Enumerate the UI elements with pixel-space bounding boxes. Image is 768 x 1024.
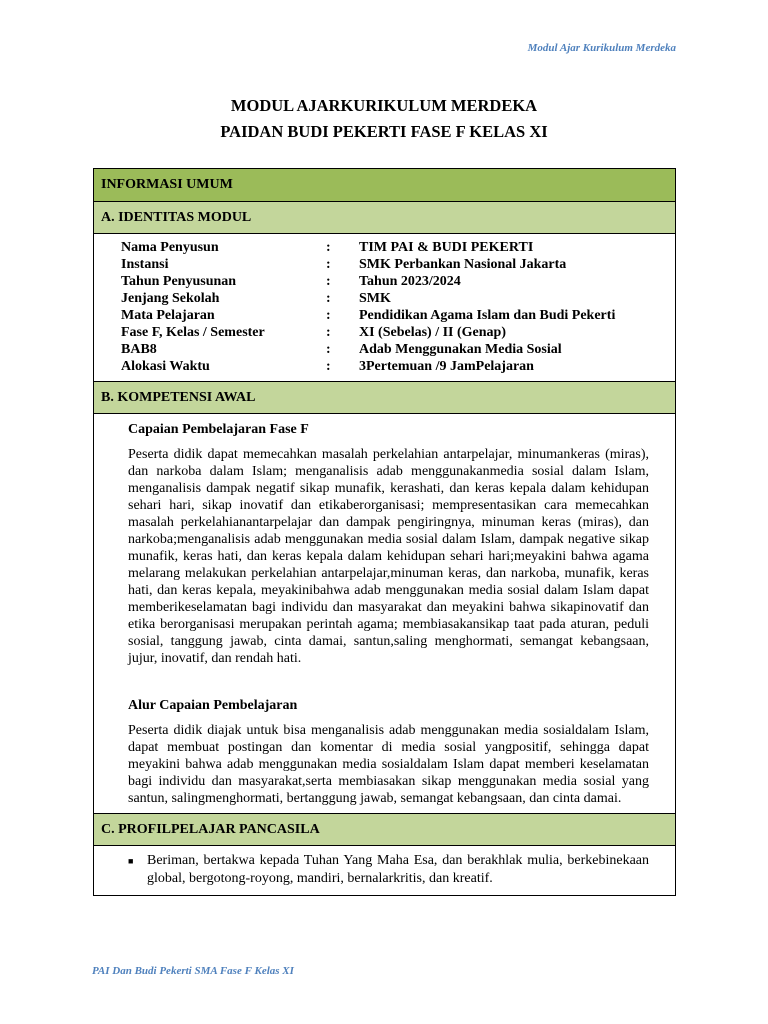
- identitas-value: XI (Sebelas) / II (Genap): [359, 325, 507, 340]
- capaian-paragraph: Peserta didik dapat memecahkan masalah perkelahian antarpelajar, minumankeras (miras), dan narkoba dalam Islam; menganalisis adab menggunakanmedia sosial dalam Islam, menganalisis dampak negatif sikap munafik, kerashati, dan keras kepala dalam kehidupan sehari hari, sikap inovatif dan etikaberorganisasi; mempresentasikan cara memecahkan masalah perkelahianantarpelajar dan dampak pengiringnya, minuman keras (miras), dan narkoba;menganalisis adab menggunakan media sosial dalam Islam, dampak negative sikap munafik, keras hati, dan keras kepala dalam kehidupan sehari hari;meyakini bahwa agama melarang melakukan perkelahian antarpelajar,minuman keras, dan narkoba, munafik, keras hati, dan keras kepala, meyakinibahwa adab menggunakan media sosial dalam Islam dapat memberikeselamatan bagi individu dan masyarakat dan meyakini bahwa sikapinovatif dan etika berorganisasi merupakan perintah agama; membiasakansikap taat pada aturan, peduli sosial, tanggung jawab, cinta damai, santun,saling menghormati, semangat kebangsaan, jujur, inovatif, dan rendah hati.: [128, 447, 649, 666]
- page-header-note: Modul Ajar Kurikulum Merdeka: [527, 42, 676, 54]
- section-identitas-modul: A. IDENTITAS MODUL: [94, 202, 675, 234]
- alur-paragraph: Peserta didik diajak untuk bisa menganalisis adab menggunakan media sosialdalam Islam, dapat membuat postingan dan komentar di media sosial yangpositif, sehingga dapat meyakini bahwa adab menggunakan media sosialdalam Islam dapat memberi keselamatan bagi individu dan masyarakat,serta membiasakan sikap menggunakan media sosial yang santun, salingmenghormati, bertanggung jawab, semangat kebangsaan, dan cinta damai.: [128, 723, 649, 806]
- identitas-value: Tahun 2023/2024: [359, 274, 461, 289]
- identitas-colon: :: [326, 308, 331, 323]
- section-profil-pelajar: C. PROFILPELAJAR PANCASILA: [94, 814, 675, 846]
- alur-title: Alur Capaian Pembelajaran: [128, 698, 298, 713]
- identitas-block: [94, 234, 675, 382]
- identitas-list: [94, 234, 675, 381]
- identitas-value: Pendidikan Agama Islam dan Budi Pekerti: [359, 308, 616, 323]
- section-kompetensi-awal: B. KOMPETENSI AWAL: [94, 382, 675, 414]
- identitas-row: [121, 358, 675, 375]
- identitas-label: BAB8: [121, 342, 157, 357]
- identitas-row: [121, 239, 675, 256]
- identitas-value: SMK Perbankan Nasional Jakarta: [359, 257, 567, 272]
- identitas-colon: :: [326, 274, 331, 289]
- kompetensi-block: [94, 414, 675, 814]
- module-info-table: [93, 168, 676, 896]
- section-informasi-umum: INFORMASI UMUM: [94, 169, 675, 202]
- identitas-colon: :: [326, 240, 331, 255]
- identitas-colon: :: [326, 359, 331, 374]
- identitas-label: Jenjang Sekolah: [121, 291, 220, 306]
- profil-item: [128, 852, 649, 888]
- identitas-value: 3Pertemuan /9 JamPelajaran: [359, 359, 534, 374]
- identitas-label: Fase F, Kelas / Semester: [121, 325, 265, 340]
- title-line-2: PAIDAN BUDI PEKERTI FASE F KELAS XI: [220, 122, 548, 141]
- identitas-row: [121, 341, 675, 358]
- identitas-colon: :: [326, 291, 331, 306]
- identitas-row: [121, 324, 675, 341]
- identitas-row: [121, 256, 675, 273]
- identitas-label: Mata Pelajaran: [121, 308, 215, 323]
- profil-block: [94, 846, 675, 895]
- identitas-value: SMK: [359, 291, 391, 306]
- identitas-label: Nama Penyusun: [121, 240, 219, 255]
- identitas-row: [121, 273, 675, 290]
- identitas-colon: :: [326, 325, 331, 340]
- identitas-label: Tahun Penyusunan: [121, 274, 237, 289]
- title-line-1: MODUL AJARKURIKULUM MERDEKA: [230, 96, 538, 115]
- page-footer-note: PAI Dan Budi Pekerti SMA Fase F Kelas XI: [92, 965, 294, 977]
- identitas-colon: :: [326, 257, 331, 272]
- identitas-value: Adab Menggunakan Media Sosial: [359, 342, 562, 357]
- identitas-label: Instansi: [121, 257, 169, 272]
- identitas-row: [121, 307, 675, 324]
- capaian-title: Capaian Pembelajaran Fase F: [128, 422, 309, 437]
- identitas-colon: :: [326, 342, 331, 357]
- profil-item-text: Beriman, bertakwa kepada Tuhan Yang Maha Esa, dan berakhlak mulia, berkebinekaan global, bergotong-royong, mandiri, bernalarkritis, dan kreatif.: [147, 853, 649, 886]
- document-title: [0, 93, 768, 145]
- identitas-value: TIM PAI & BUDI PEKERTI: [359, 240, 534, 255]
- identitas-label: Alokasi Waktu: [121, 359, 210, 374]
- identitas-row: [121, 290, 675, 307]
- bullet-square-icon: ■: [128, 856, 134, 866]
